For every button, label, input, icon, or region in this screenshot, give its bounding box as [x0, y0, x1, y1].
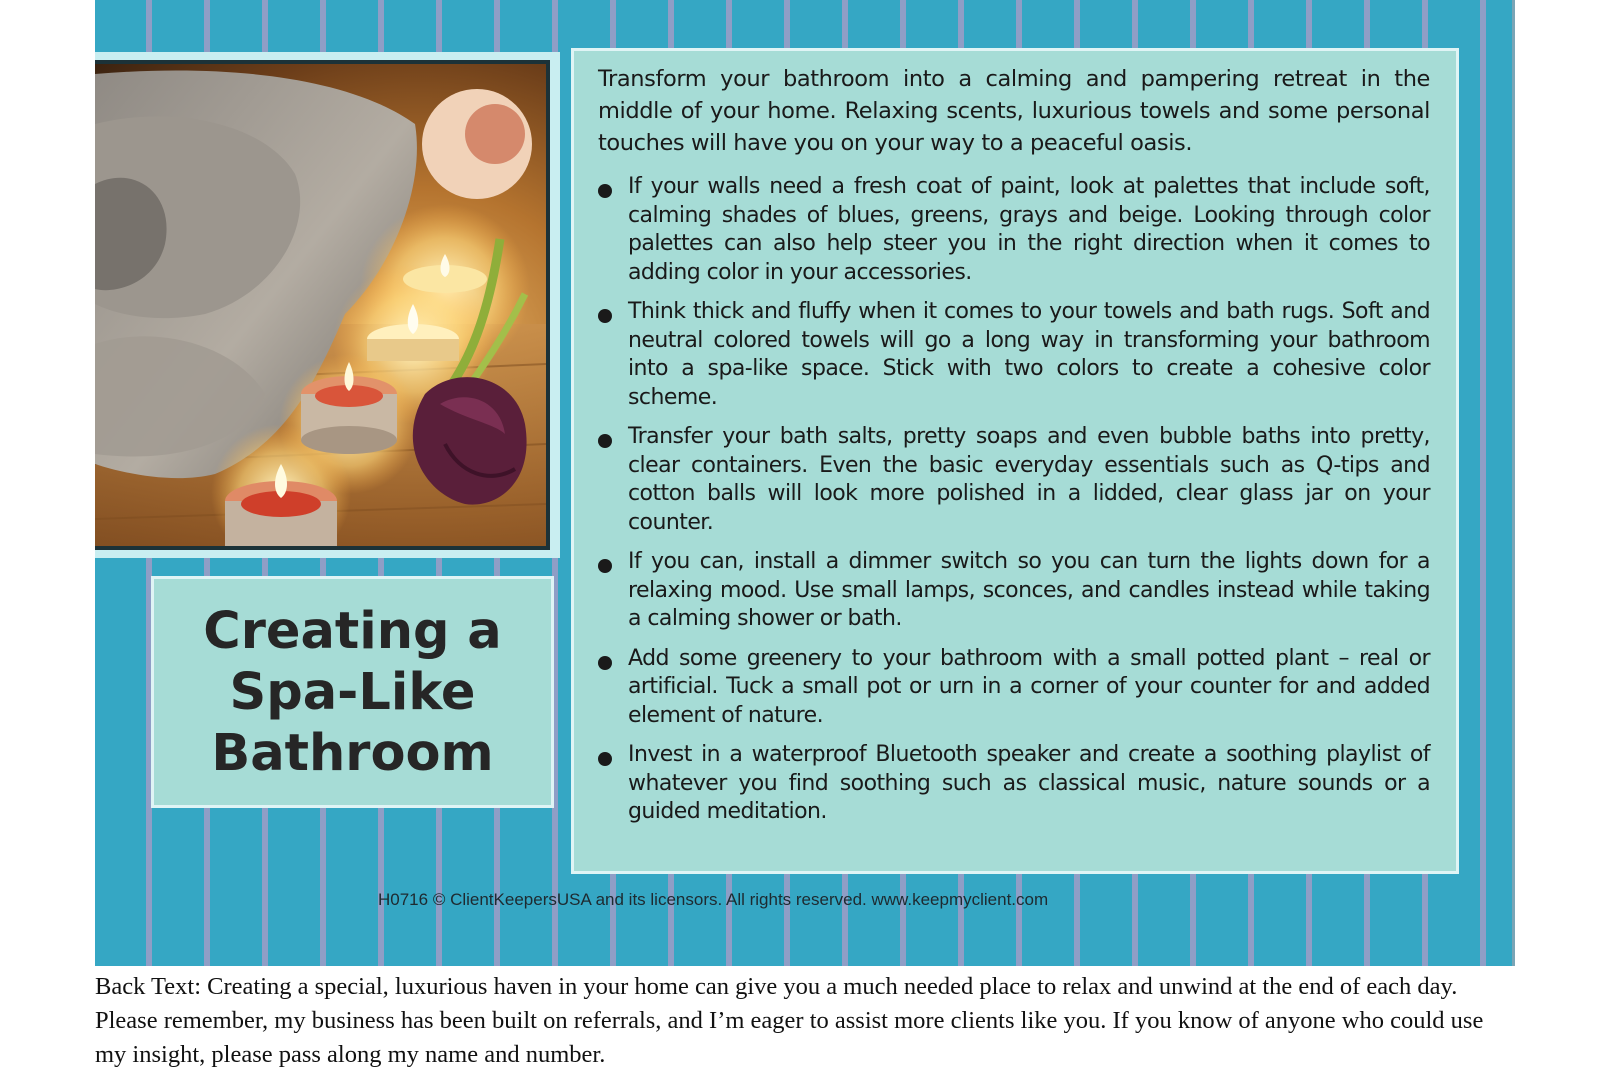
tip-text: Invest in a waterproof Bluetooth speaker and create a soothing playlist of whatever you find soothing such as classical music, nature sounds or a guided meditation.	[628, 742, 1430, 824]
page-title	[203, 601, 501, 784]
postcard-front	[95, 0, 1515, 966]
card-edge	[1512, 0, 1515, 966]
bullet-icon	[598, 309, 612, 323]
tip-text: If you can, install a dimmer switch so you can turn the lights down for a relaxing mood. Use small lamps, sconces, and candles instead while taking a calming shower or bath.	[628, 549, 1430, 631]
tip-text: Add some greenery to your bathroom with a small potted plant – real or artificial. Tuck a small pot or urn in a corner of your counter for and added element of nature.	[628, 645, 1430, 728]
list-item	[598, 298, 1430, 412]
copyright-notice: H0716 © ClientKeepersUSA and its licensors. All rights reserved. www.keepmyclient.com	[378, 890, 1049, 909]
photo-frame	[95, 52, 560, 558]
bullet-icon	[598, 434, 612, 448]
list-item	[598, 173, 1430, 287]
spa-photo	[95, 64, 546, 546]
list-item	[598, 548, 1430, 634]
tip-text: Transfer your bath salts, pretty soaps and even bubble baths into pretty, clear containers. Even the basic everyday essentials such as Q-tips and cotton balls will look more polished in a lidded, clear glass jar on your counter.	[628, 424, 1430, 535]
title-line-2: Spa-Like	[229, 662, 476, 722]
list-item	[598, 645, 1430, 731]
back-text: Back Text: Creating a special, luxurious haven in your home can give you a much needed place to relax and unwind at the end of each day. Please remember, my business has been built on referrals, and I’m eager to assist more clients like you. If you know of anyone who could use my insight, please pass along my name and number.	[95, 973, 1484, 1068]
bullet-icon	[598, 752, 612, 766]
spa-photo-illustration	[95, 64, 546, 546]
tip-text: If your walls need a fresh coat of paint, look at palettes that include soft, calming shades of blues, greens, grays and beige. Looking through color palettes can also help steer you in the right direction when it comes to adding color in your accessories.	[628, 174, 1430, 285]
title-line-3: Bathroom	[211, 723, 494, 783]
list-item	[598, 423, 1430, 537]
title-line-1: Creating a	[203, 601, 502, 661]
bullet-icon	[598, 184, 612, 198]
list-item	[598, 741, 1430, 827]
bullet-icon	[598, 559, 612, 573]
title-panel	[151, 576, 554, 808]
bullet-icon	[598, 656, 612, 670]
intro-paragraph: Transform your bathroom into a calming and pampering retreat in the middle of your home. Relaxing scents, luxurious towels and some personal touches will have you on your way to a peaceful oasis.	[598, 66, 1430, 156]
tips-panel	[571, 48, 1459, 874]
tip-text: Think thick and fluffy when it comes to your towels and bath rugs. Soft and neutral colored towels will go a long way in transforming your bathroom into a spa-like space. Stick with two colors to create a cohesive color scheme.	[628, 299, 1430, 410]
tips-list	[598, 173, 1430, 827]
